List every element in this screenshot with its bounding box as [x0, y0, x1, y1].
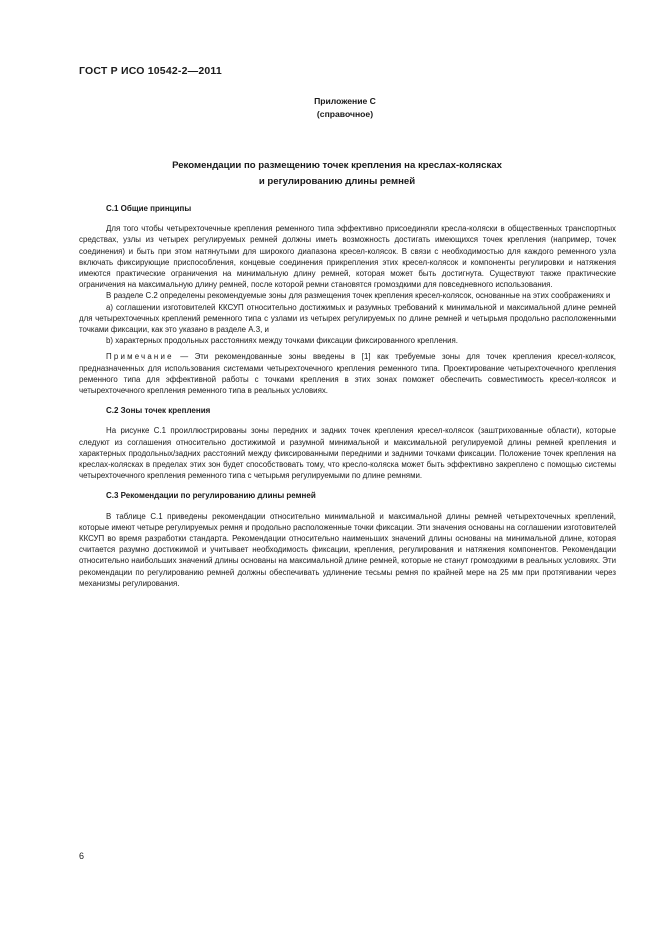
- annex-subtitle: (справочное): [316, 109, 374, 119]
- section-c1-note: [79, 351, 616, 396]
- document-body: [79, 203, 616, 589]
- section-c1-paragraph-2: В разделе С.2 определены рекомендуемые зоны для размещения точек крепления кресел-колясок, основанные на этих соображениях и: [106, 291, 611, 301]
- page-number: 6: [79, 851, 85, 861]
- section-c3-paragraph-1: В таблице С.1 приведены рекомендации относительно минимальной и максимальной длины ремней четырехточечных креплений, которые имеют четыре регулируемых ремня и продольно расположенные точки фиксации. Эти значения основаны на соглашении изготовителей ККСУП во время разработки стандарта. Рекомендации относительно наименьших значений длины основаны на минимальной длине, которая считается разумно достижимой и учитывает необходимость фиксации, крепления, регулирования и натяжения компонентов. Рекомендации относительно наибольших значений длины основаны на максимальной длине ремней, которые не станут громоздкими в реальных условиях. Эти рекомендации по регулированию ремней должны обеспечивать удлинение тесьмы ремня по крайней мере на 25 мм при протягивании через механизмы регулирования.: [79, 511, 616, 588]
- section-c1-heading: С.1 Общие принципы: [106, 204, 192, 213]
- title-line-2: и регулированию длины ремней: [258, 176, 416, 187]
- section-c1-item-a: а) соглашении изготовителей ККСУП относительно достижимых и разумных требований к минимальной и максимальной длине ремней для четырехточечных креплений ременного типа с узлами из четырех регулируемых по длине ремней и четырьмя продольно расположенными точками фиксации, как это указано в разделе А.3, и: [79, 302, 616, 335]
- title-line-1: Рекомендации по размещению точек крепления на креслах-колясках: [172, 160, 502, 171]
- note-text: — Эти рекомендованные зоны введены в [1] как требуемые зоны для точек крепления кресел-колясок, предназначенных для использования системами четырехточечного крепления ременного типа. Проектирование четырехточечного крепления ременного типа для эффективной работы с точками крепления в этих зонах поможет обеспечить совместимость кресел-колясок и четырехточечного крепления ременного типа в реальных условиях.: [79, 352, 616, 396]
- note-label: Примечание: [106, 352, 174, 362]
- section-c1-paragraph-1: Для того чтобы четырехточечные крепления ременного типа эффективно присоединяли кресла-коляски в общественных транспортных средствах, узлы из четырех регулируемых ремней должны иметь возможность достигать имеющихся точек крепления (например, точек соединения) и быть при этом натянутыми для широкого диапазона кресел-колясок. В связи с необходимостью для каждого ременного узла включать фиксирующие приспособления, концевые соединения прикрепления этих кресел-колясок и компоненты регулировки и натяжения имеются практические ограничения на минимальную длину ремней, которая может быть достигнута. Существуют также практические ограничения на максимальную длину ремней, после которой ремни становятся громоздкими для повседневного использования.: [79, 224, 616, 290]
- section-c2-paragraph-1: На рисунке С.1 проиллюстрированы зоны передних и задних точек крепления кресел-колясок (заштрихованные области), которые следуют из соглашения относительно достижимой и разумной минимальной и максимальной регулируемой длины ремней крепления и характерных продольных/задних расстояний между фиксированными передними и задними точками фиксации. Положение точек крепления на креслах-колясках в пределах этих зон будет способствовать тому, что кресло-коляска может быть эффективно закреплено с помощью системы четырехточечного крепления ременного типа с четырьмя регулируемыми по длине ремнями.: [79, 426, 616, 481]
- section-c2-heading: С.2 Зоны точек крепления: [106, 406, 211, 416]
- standard-header: ГОСТ Р ИСО 10542-2—2011: [79, 65, 222, 77]
- section-c1-item-b: b) характерных продольных расстояниях между точками фиксации фиксированного крепления.: [106, 336, 458, 346]
- annex-title: Приложение С: [314, 96, 376, 106]
- page-title: [79, 158, 595, 190]
- section-c3-heading: С.3 Рекомендации по регулированию длины ремней: [106, 491, 316, 501]
